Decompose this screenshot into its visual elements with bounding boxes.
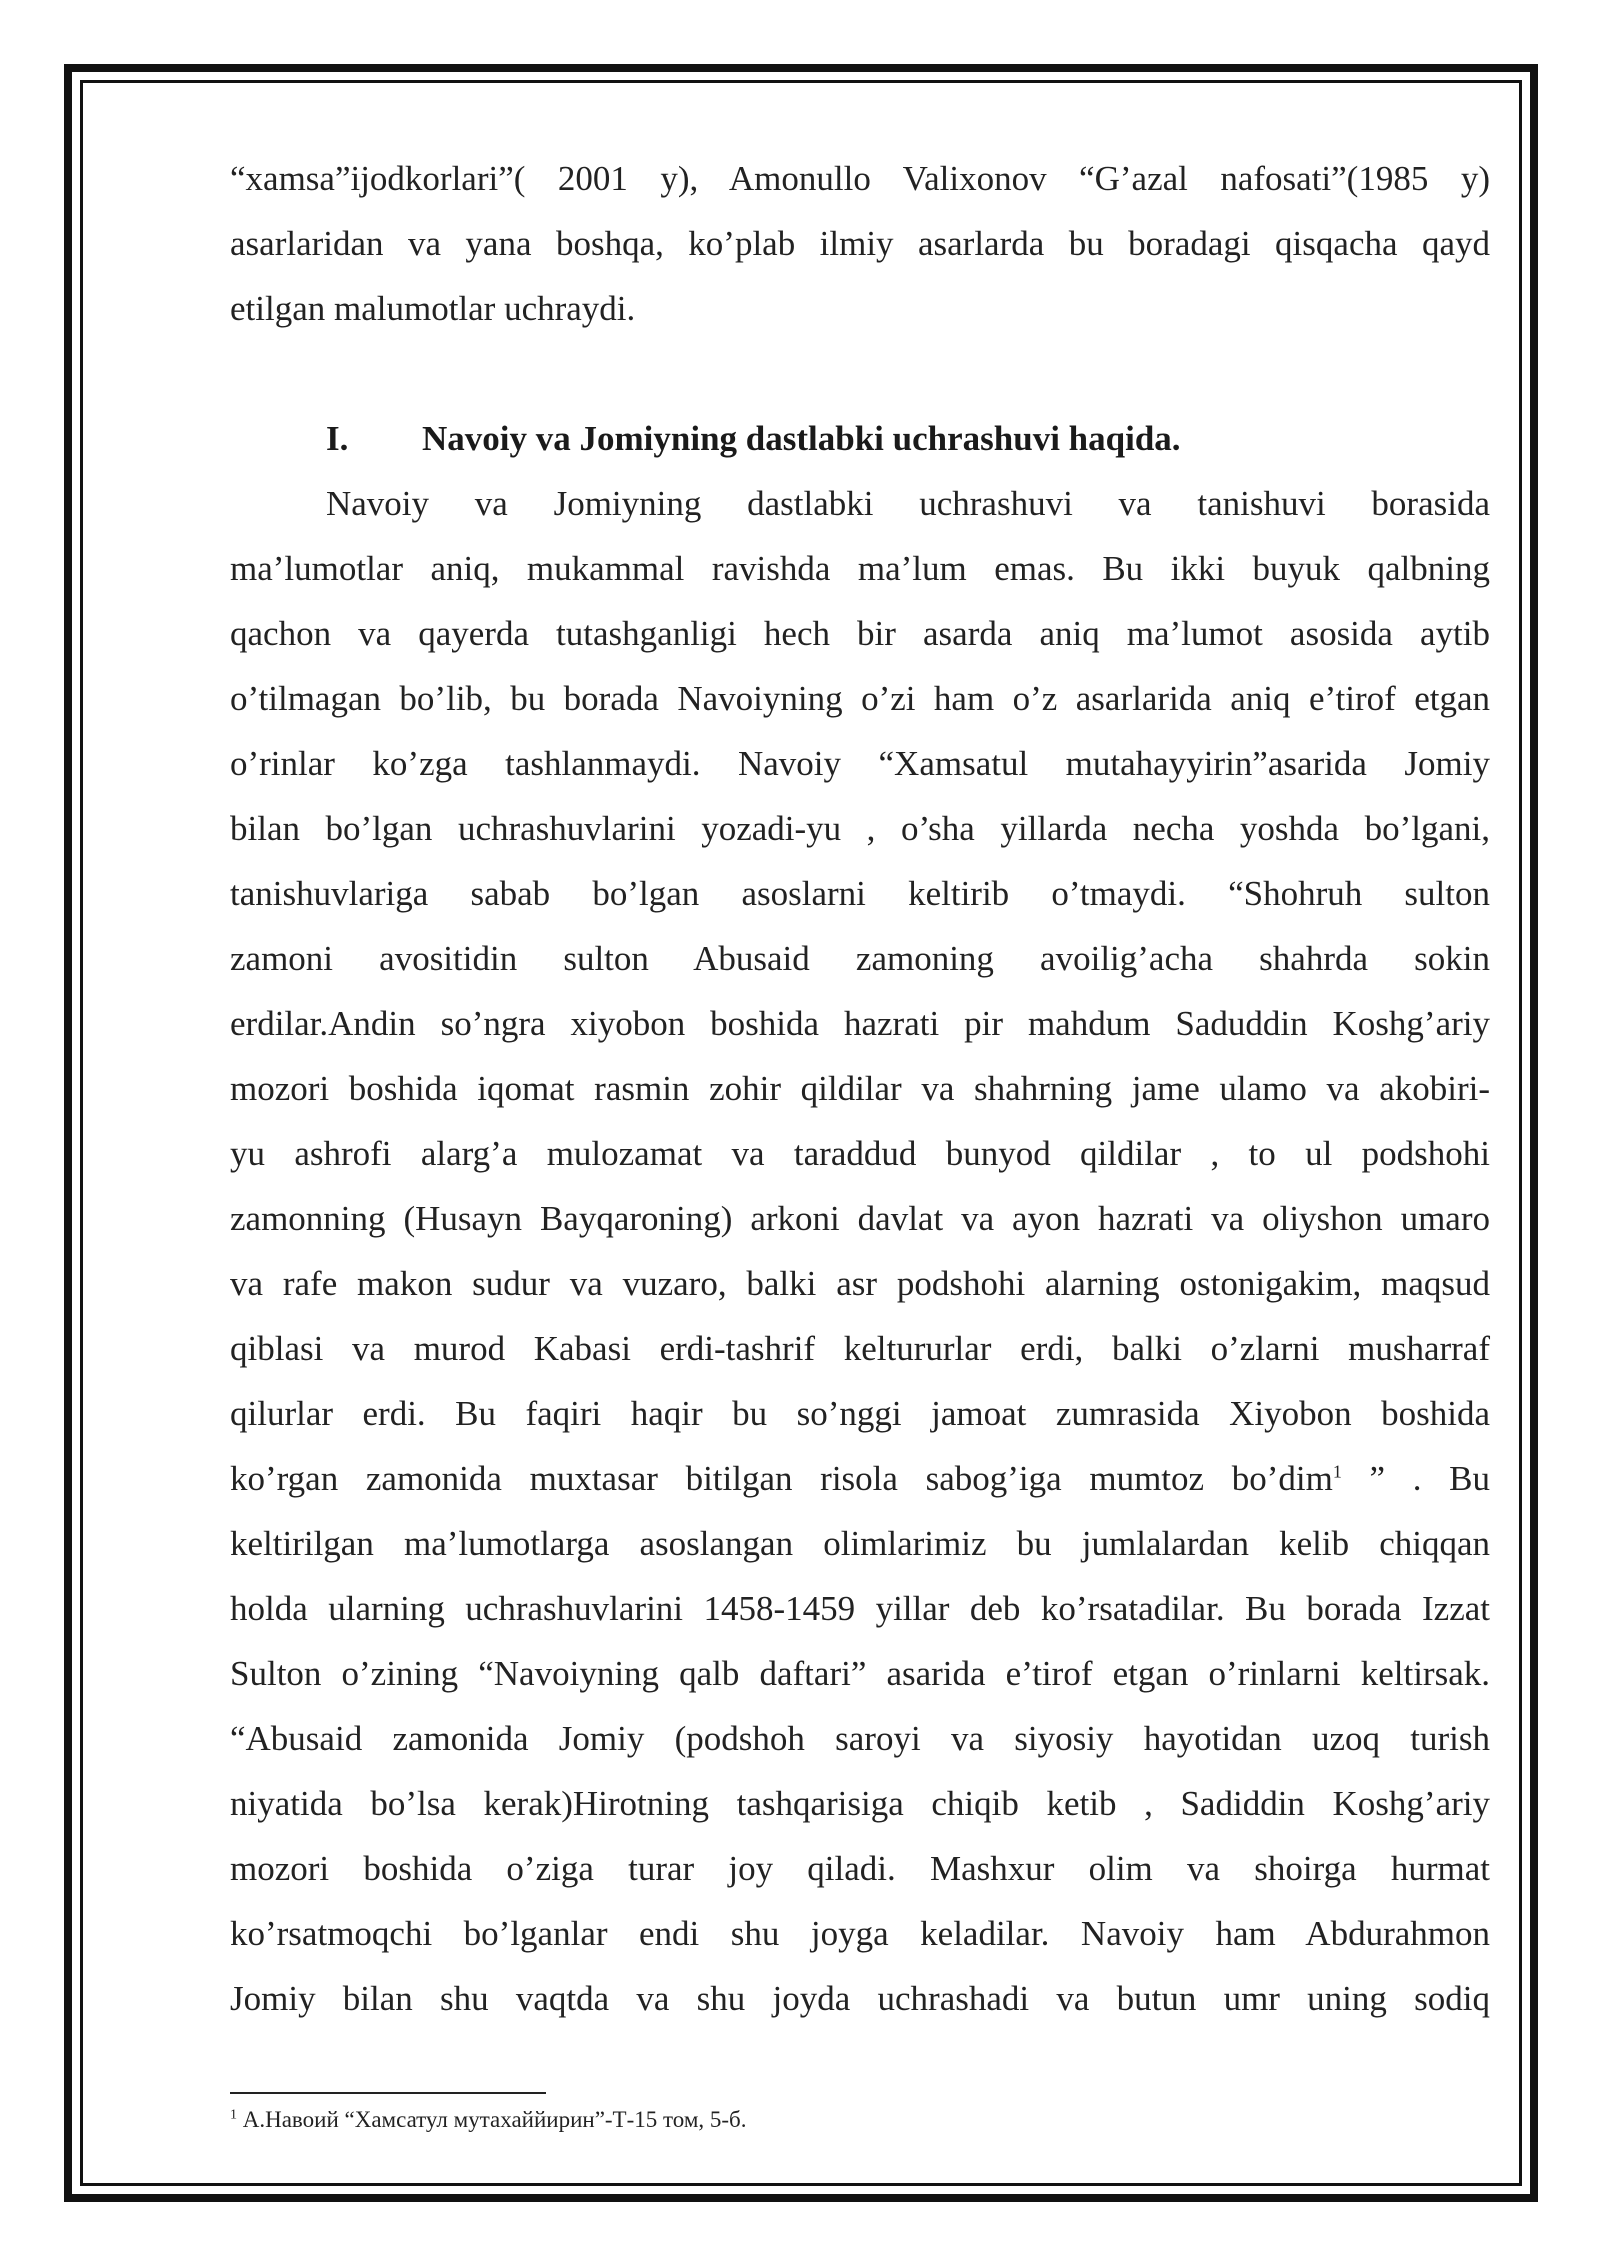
body-line: Navoiy va Jomiyning dastlabki uchrashuvi va tanishuvi borasida [326, 484, 1490, 523]
body-line: va rafe makon sudur va vuzaro, balki asr podshohi alarning ostonigakim, maqsud [230, 1264, 1490, 1303]
section-title: Navoiy va Jomiyning dastlabki uchrashuvi haqida. [422, 419, 1181, 458]
body-line: niyatida bo’lsa kerak)Hirotning tashqarisiga chiqib ketib , Sadiddin Koshg’ariy [230, 1784, 1490, 1823]
body-line: qachon va qayerda tutashganligi hech bir asarda aniq ma’lumot asosida aytib [230, 614, 1490, 653]
intro-line-1: “xamsa”ijodkorlari”( 2001 y), Amonullo Valixonov “G’azal nafosati”(1985 y) [230, 159, 1490, 198]
body-line: qilurlar erdi. Bu faqiri haqir bu so’nggi jamoat zumrasida Xiyobon boshida [230, 1394, 1490, 1433]
intro-line-2: asarlaridan va yana boshqa, ko’plab ilmiy asarlarda bu boradagi qisqacha qayd [230, 224, 1490, 263]
body-line: mozori boshida o’ziga turar joy qiladi. Mashxur olim va shoirga hurmat [230, 1849, 1490, 1888]
body-line: o’rinlar ko’zga tashlanmaydi. Navoiy “Xamsatul mutahayyirin”asarida Jomiy [230, 744, 1490, 783]
footnote-separator [230, 2092, 546, 2094]
body-line: Sulton o’zining “Navoiyning qalb daftari” asarida e’tirof etgan o’rinlarni keltirsak. [230, 1654, 1490, 1693]
body-line: ko’rsatmoqchi bo’lganlar endi shu joyga keladilar. Navoiy ham Abdurahmon [230, 1914, 1490, 1953]
section-heading [230, 406, 1490, 471]
section-number: I. [326, 419, 349, 458]
sup-line-after: ” . Bu [1341, 1459, 1490, 1498]
footnote-reference[interactable]: 1 [1332, 1461, 1342, 1482]
sup-line-before: ko’rgan zamonida muxtasar bitilgan risola sabog’iga mumtoz bo’dim [230, 1459, 1333, 1498]
intro-line-3: etilgan malumotlar uchraydi. [230, 289, 636, 328]
body-line: erdilar.Andin so’ngra xiyobon boshida hazrati pir mahdum Saduddin Koshg’ariy [230, 1004, 1490, 1043]
footnote-marker: 1 [230, 2107, 237, 2123]
body-line: zamonning (Husayn Bayqaroning) arkoni davlat va ayon hazrati va oliyshon umaro [230, 1199, 1490, 1238]
body-line: mozori boshida iqomat rasmin zohir qildilar va shahrning jame ulamo va akobiri- [230, 1069, 1490, 1108]
body-line: Jomiy bilan shu vaqtda va shu joyda uchrashadi va butun umr uning sodiq [230, 1979, 1490, 2018]
body-line: ma’lumotlar aniq, mukammal ravishda ma’lum emas. Bu ikki buyuk qalbning [230, 549, 1490, 588]
body-line-with-footnote-ref [230, 1446, 1490, 1511]
footnote-text: А.Навоий “Хамсатул мутахаййирин”-Т-15 том, 5-б. [237, 2107, 747, 2132]
body-line: qiblasi va murod Kabasi erdi-tashrif kelturu​rlar erdi, balki o’zlarni musharraf [230, 1329, 1490, 1368]
body-line: yu ashrofi alarg’a mulozamat va taraddud bunyod qildilar , to ul podshohi [230, 1134, 1490, 1173]
body-line: zamoni avositidin sulton Abusaid zamoning avoilig’acha shahrda sokin [230, 939, 1490, 978]
body-line: tanishuvlariga sabab bo’lgan asoslarni keltirib o’tmaydi. “Shohruh sulton [230, 874, 1490, 913]
body-line: bilan bo’lgan uchrashuvlarini yozadi-yu , o’sha yillarda necha yoshda bo’lgani, [230, 809, 1490, 848]
footnote [230, 2104, 747, 2136]
body-line: “Abusaid zamonida Jomiy (podshoh saroyi va siyosiy hayotidan uzoq turish [230, 1719, 1490, 1758]
body-line: holda ularning uchrashuvlarini 1458-1459 yillar deb ko’rsatadilar. Bu borada Izzat [230, 1589, 1490, 1628]
body-line: o’tilmagan bo’lib, bu borada Navoiyning o’zi ham o’z asarlarida aniq e’tirof etgan [230, 679, 1490, 718]
page-content [230, 146, 1490, 2031]
body-line: keltirilgan ma’lumotlarga asoslangan olimlarimiz bu jumlalardan kelib chiqqan [230, 1524, 1490, 1563]
